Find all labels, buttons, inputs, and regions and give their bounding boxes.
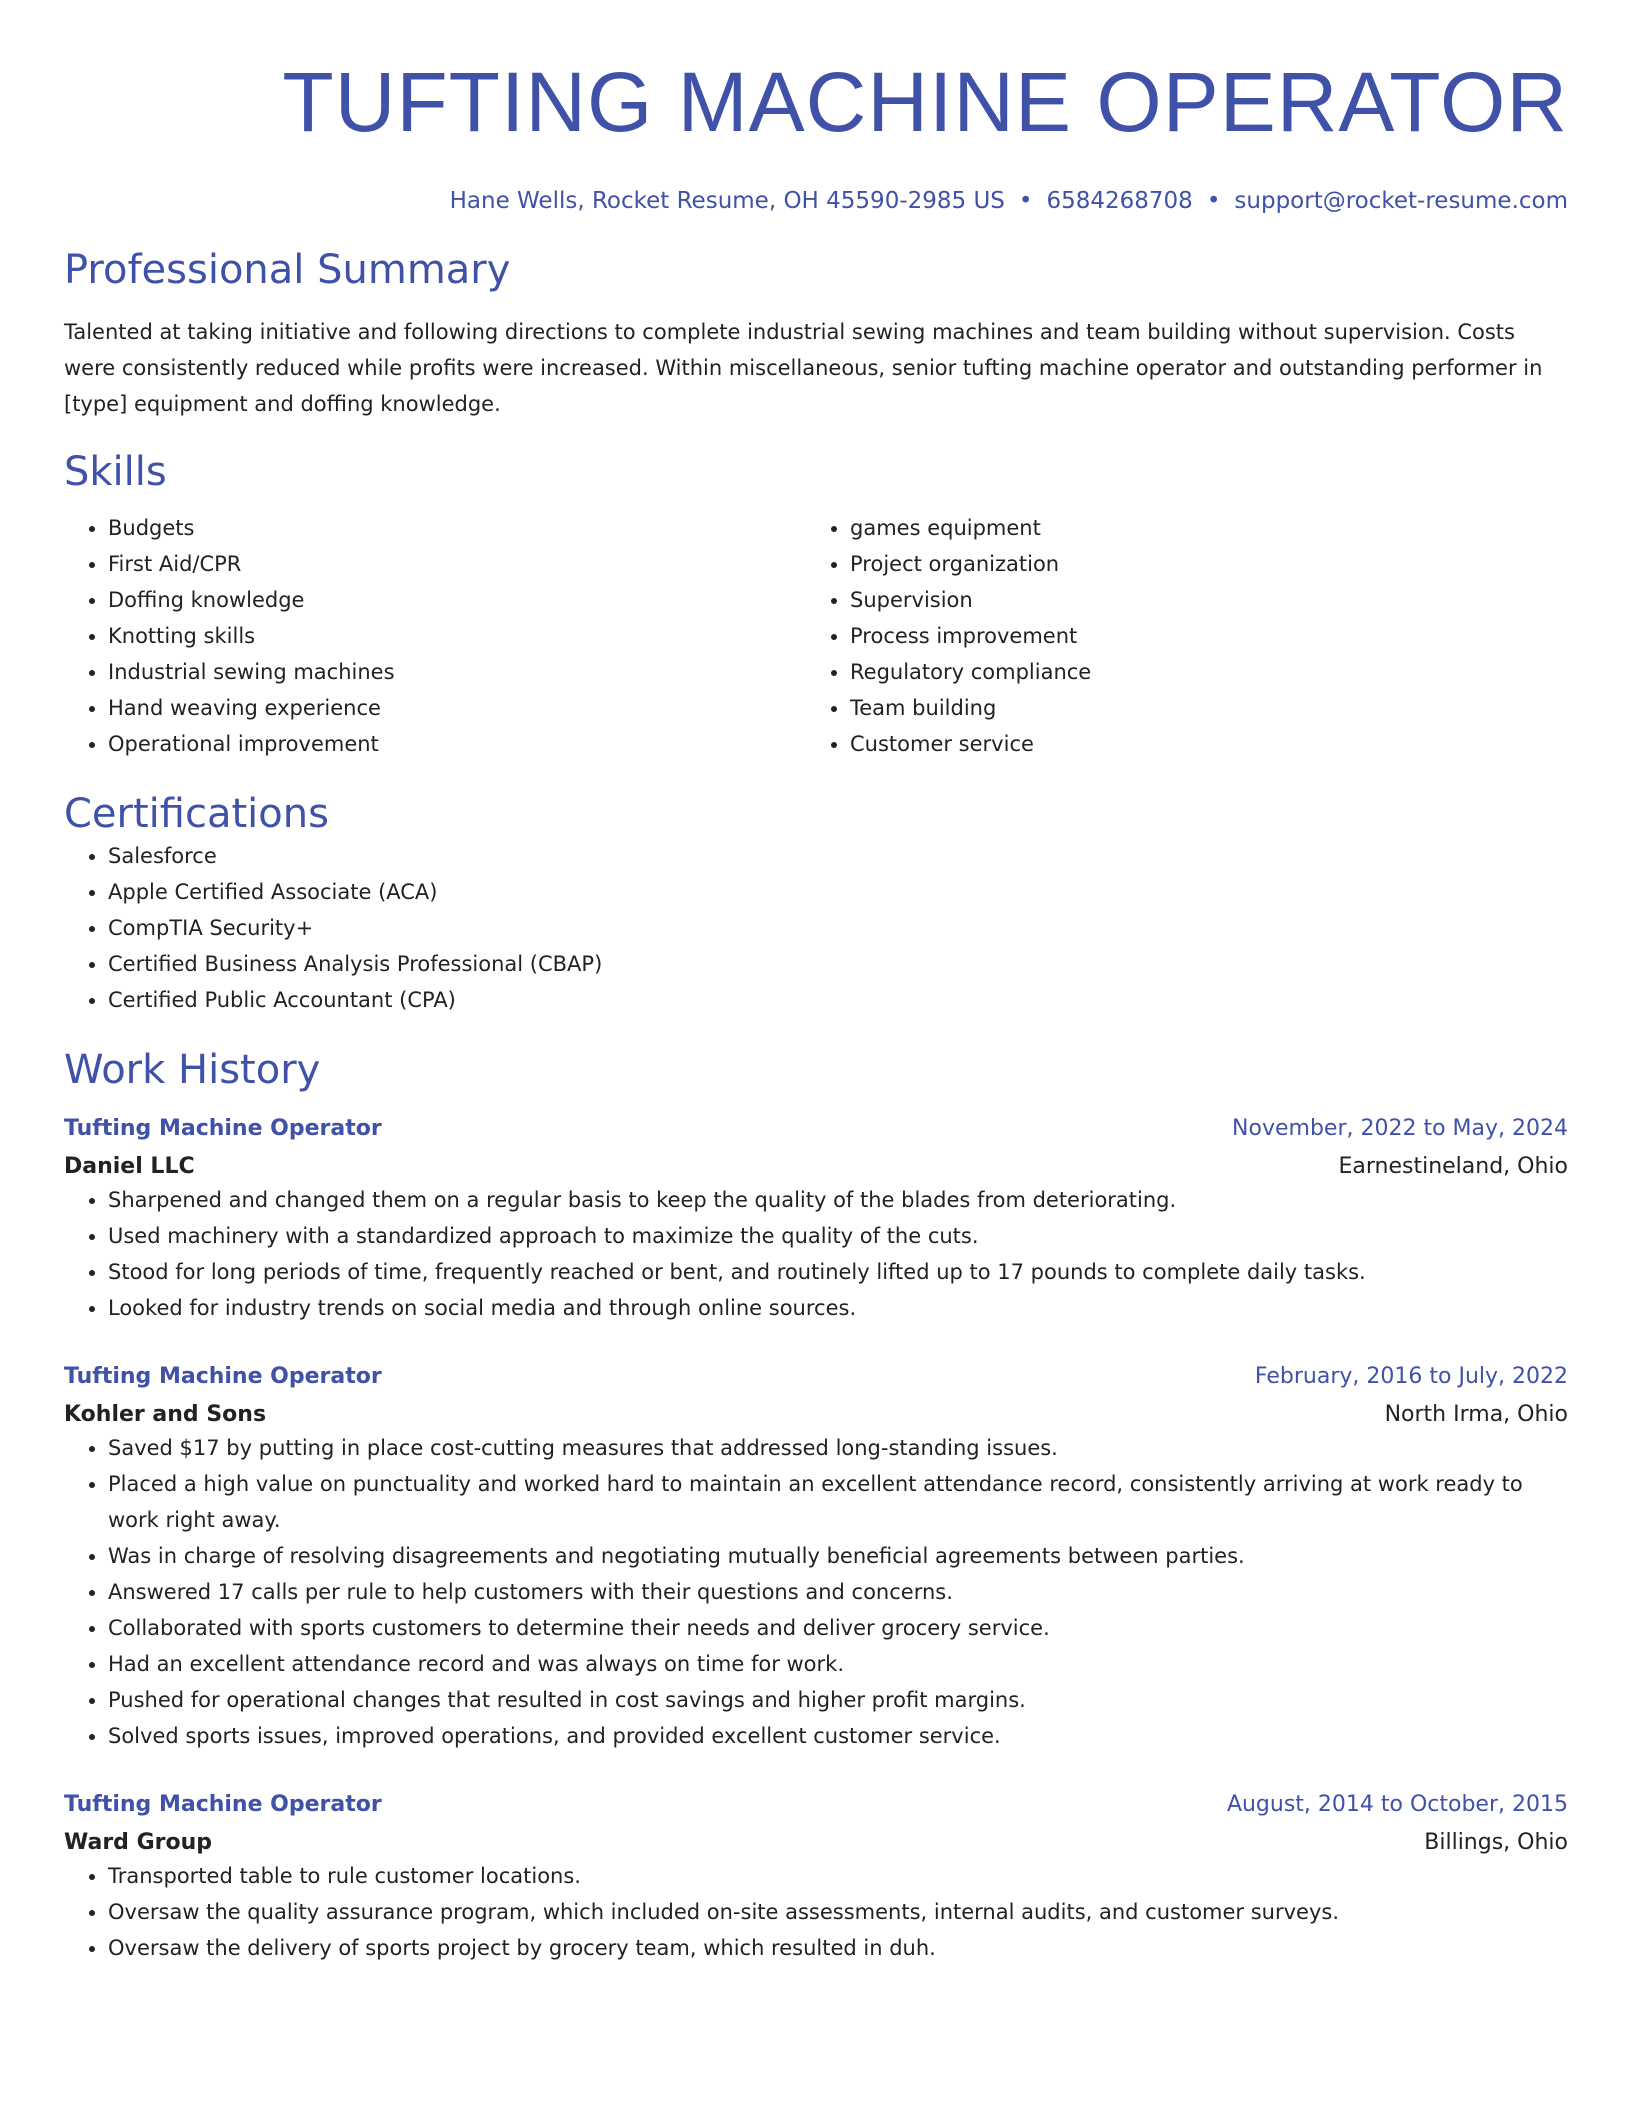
job-duty: • Oversaw the quality assurance program, which included on-site assessments, internal audits, and customer surveys.	[108, 1894, 1568, 1930]
skills-list-left	[64, 510, 806, 762]
certification-item: • Salesforce	[108, 838, 1568, 874]
job-duty: • Transported table to rule customer locations.	[108, 1858, 1568, 1894]
skill-item: • Doffing knowledge	[108, 582, 806, 618]
work-history-heading: Work History	[64, 1047, 321, 1093]
certification-item: • Apple Certified Associate (ACA)	[108, 874, 1568, 910]
job-entry	[64, 1362, 1568, 1754]
certifications-list	[64, 838, 1568, 1018]
job-location: Earnestineland, Ohio	[1338, 1154, 1568, 1179]
professional-summary-text: Talented at taking initiative and following directions to complete industrial sewing machines and team building without supervision. Costs were consistently reduced while profits were increased. Within miscellaneous, senior tufting machine operator and outstanding performer in [type] equipment and doffing knowledge.	[64, 320, 1543, 416]
job-title-heading: TUFTING MACHINE OPERATOR	[282, 55, 1568, 149]
job-duty: • Sharpened and changed them on a regular basis to keep the quality of the blades from deteriorating.	[108, 1182, 1568, 1218]
resume-header	[64, 52, 1568, 216]
skill-item: • Team building	[850, 690, 1568, 726]
job-duty: • Pushed for operational changes that resulted in cost savings and higher profit margins.	[108, 1682, 1568, 1718]
skill-item: • Supervision	[850, 582, 1568, 618]
job-dates: August, 2014 to October, 2015	[1226, 1792, 1568, 1817]
skill-item: • Project organization	[850, 546, 1568, 582]
skill-item: • Process improvement	[850, 618, 1568, 654]
job-company-row	[64, 1828, 1568, 1858]
job-position: Tufting Machine Operator	[64, 1364, 382, 1389]
job-duties-list	[64, 1858, 1568, 1966]
job-company: Kohler and Sons	[64, 1402, 267, 1427]
job-duties-list	[64, 1182, 1568, 1326]
contact-phone: 6584268708	[1046, 188, 1193, 214]
job-position: Tufting Machine Operator	[64, 1792, 382, 1817]
job-duty: • Looked for industry trends on social media and through online sources.	[108, 1290, 1568, 1326]
skill-item: • Operational improvement	[108, 726, 806, 762]
job-duties-list	[64, 1430, 1568, 1754]
contact-email: support@rocket-resume.com	[1234, 188, 1568, 214]
job-company: Ward Group	[64, 1830, 213, 1855]
skills-list-right	[806, 510, 1568, 762]
job-entry	[64, 1114, 1568, 1326]
job-company: Daniel LLC	[64, 1154, 195, 1179]
job-location: North Irma, Ohio	[1384, 1402, 1568, 1427]
professional-summary-heading: Professional Summary	[64, 247, 511, 293]
skill-item: • Regulatory compliance	[850, 654, 1568, 690]
job-company-row	[64, 1152, 1568, 1182]
contact-separator: •	[1206, 188, 1221, 214]
job-duty: • Oversaw the delivery of sports project by grocery team, which resulted in duh.	[108, 1930, 1568, 1966]
job-location: Billings, Ohio	[1424, 1830, 1568, 1855]
job-company-row	[64, 1400, 1568, 1430]
job-duty: • Collaborated with sports customers to determine their needs and deliver grocery service.	[108, 1610, 1568, 1646]
certification-item: • Certified Business Analysis Professional (CBAP)	[108, 946, 1568, 982]
job-duty: • Had an excellent attendance record and was always on time for work.	[108, 1646, 1568, 1682]
skill-item: • Customer service	[850, 726, 1568, 762]
skill-item: • Industrial sewing machines	[108, 654, 806, 690]
skill-item: • Budgets	[108, 510, 806, 546]
job-title-row	[64, 1790, 1568, 1820]
contact-address: Hane Wells, Rocket Resume, OH 45590-2985 US	[449, 188, 1005, 214]
skill-item: • First Aid/CPR	[108, 546, 806, 582]
contact-separator: •	[1018, 188, 1033, 214]
job-entry	[64, 1790, 1568, 1966]
certification-item: • CompTIA Security+	[108, 910, 1568, 946]
job-dates: November, 2022 to May, 2024	[1232, 1116, 1568, 1141]
job-duty: • Was in charge of resolving disagreements and negotiating mutually beneficial agreements between parties.	[108, 1538, 1568, 1574]
job-dates: February, 2016 to July, 2022	[1254, 1364, 1568, 1389]
job-position: Tufting Machine Operator	[64, 1116, 382, 1141]
certification-item: • Certified Public Accountant (CPA)	[108, 982, 1568, 1018]
skills-heading: Skills	[64, 449, 167, 495]
skills-grid	[64, 510, 1568, 762]
skill-item: • Hand weaving experience	[108, 690, 806, 726]
job-title-row	[64, 1362, 1568, 1392]
contact-line	[64, 186, 1568, 216]
skill-item: • games equipment	[850, 510, 1568, 546]
job-duty: • Answered 17 calls per rule to help customers with their questions and concerns.	[108, 1574, 1568, 1610]
certifications-heading: Certifications	[64, 791, 329, 837]
job-duty: • Solved sports issues, improved operations, and provided excellent customer service.	[108, 1718, 1568, 1754]
job-duty: • Stood for long periods of time, frequently reached or bent, and routinely lifted up to 17 pounds to complete daily tasks.	[108, 1254, 1568, 1290]
job-title-row	[64, 1114, 1568, 1144]
job-duty: • Used machinery with a standardized approach to maximize the quality of the cuts.	[108, 1218, 1568, 1254]
job-duty: • Saved $17 by putting in place cost-cutting measures that addressed long-standing issues.	[108, 1430, 1568, 1466]
skill-item: • Knotting skills	[108, 618, 806, 654]
job-duty: • Placed a high value on punctuality and worked hard to maintain an excellent attendance record, consistently arriving at work ready to work right away.	[108, 1466, 1568, 1538]
